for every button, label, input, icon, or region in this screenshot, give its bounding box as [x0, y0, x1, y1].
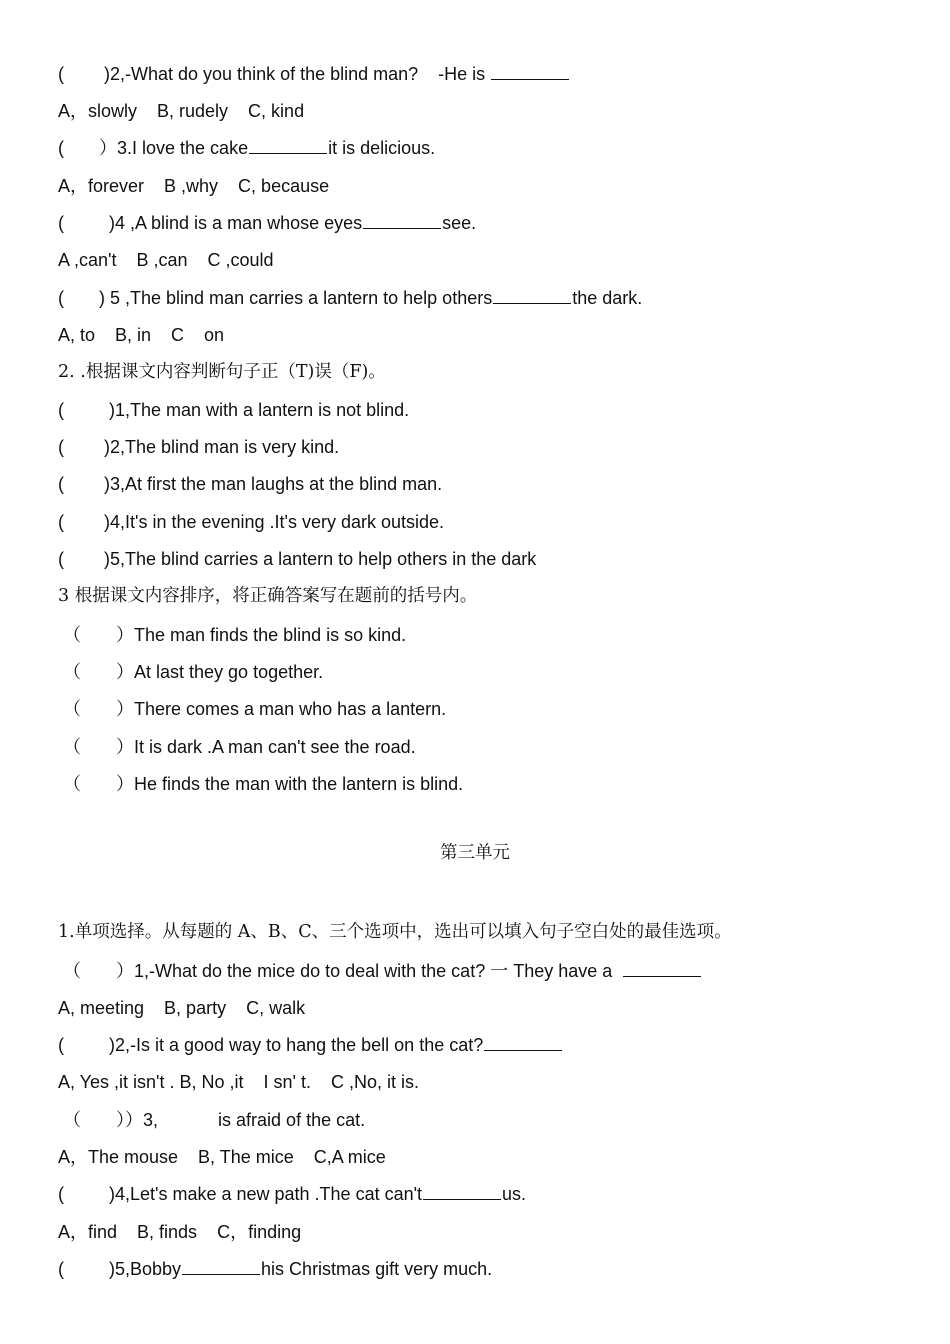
answer-blank: [182, 1258, 260, 1275]
unit3-question-4: ( )4,Let's make a new path .The cat can't us.: [58, 1184, 527, 1204]
answer-blank: [249, 137, 327, 154]
question-3-options: A，forever B ,why C, because: [58, 176, 330, 196]
unit3-question-2: ( )2,-Is it a good way to hang the bell on the cat?: [58, 1034, 563, 1056]
question-4: ( )4 ,A blind is a man whose eyes see.: [58, 213, 477, 233]
unit3-question-4-options: A，find B, finds C，finding: [58, 1222, 302, 1242]
tf-item-5: ( )5,The blind carries a lantern to help others in the dark: [58, 549, 537, 569]
tf-section-title: 2. .根据课文内容判断句子正（T)误（F)。: [58, 362, 386, 382]
answer-blank: [491, 63, 569, 80]
order-item-1: （ ）The man finds the blind is so kind.: [58, 625, 407, 645]
unit3-question-1-options: A, meeting B, party C, walk: [58, 998, 306, 1018]
answer-blank: [623, 960, 701, 977]
tf-item-4: ( )4,It's in the evening .It's very dark outside.: [58, 512, 445, 532]
answer-blank: [423, 1183, 501, 1200]
order-section-title: 3 根据课文内容排序，将正确答案写在题前的括号内。: [58, 586, 478, 606]
unit-title: 第三单元: [440, 843, 510, 863]
question-5-options: A, to B, in C on: [58, 325, 225, 345]
order-item-5: （ ）He finds the man with the lantern is blind.: [58, 774, 464, 794]
question-2-options: A，slowly B, rudely C, kind: [58, 101, 305, 121]
answer-blank: [493, 287, 571, 304]
question-3: ( ）3.I love the cake it is delicious.: [58, 138, 436, 158]
unit3-question-3-options: A，The mouse B, The mice C,A mice: [58, 1147, 386, 1167]
question-2: ( )2,-What do you think of the blind man? -He is: [58, 63, 570, 85]
tf-item-1: ( )1,The man with a lantern is not blind.: [58, 400, 410, 420]
unit3-question-5: ( )5,Bobby his Christmas gift very much.: [58, 1259, 493, 1279]
unit3-question-2-options: A, Yes ,it isn't . B, No ,it I sn' t. C ,No, it is.: [58, 1072, 419, 1092]
answer-blank: [363, 212, 441, 229]
tf-item-3: ( )3,At first the man laughs at the blind man.: [58, 474, 443, 494]
question-4-options: A ,can't B ,can C ,could: [58, 250, 274, 270]
unit3-question-3: （ ））3, is afraid of the cat.: [58, 1110, 366, 1130]
question-5: ( ) 5 ,The blind man carries a lantern to help others the dark.: [58, 288, 643, 308]
tf-item-2: ( )2,The blind man is very kind.: [58, 437, 340, 457]
order-item-3: （ ）There comes a man who has a lantern.: [58, 699, 447, 719]
order-item-2: （ ）At last they go together.: [58, 662, 324, 682]
unit3-section-title: 1.单项选择。从每题的 A、B、C、三个选项中，选出可以填入句子空白处的最佳选项。: [58, 922, 732, 942]
answer-blank: [484, 1034, 562, 1051]
order-item-4: （ ）It is dark .A man can't see the road.: [58, 737, 416, 757]
unit3-question-1: （ ）1,-What do the mice do to deal with the cat? 一 They have a: [58, 960, 702, 982]
